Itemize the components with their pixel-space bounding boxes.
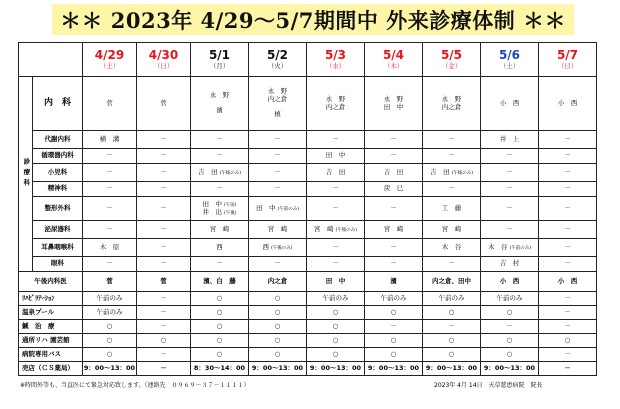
pm-doctor-row [19, 272, 597, 292]
schedule-cell: ○ [137, 334, 191, 348]
schedule-cell: － [249, 182, 307, 197]
schedule-cell: 宮 崎 (午後のみ) [307, 221, 365, 239]
schedule-cell: － [539, 131, 597, 149]
service-row [19, 306, 597, 320]
schedule-cell: － [307, 131, 365, 149]
schedule-cell: 内之倉 [249, 272, 307, 292]
schedule-cell: ○ [249, 348, 307, 362]
schedule-cell: 菅 [83, 77, 137, 131]
schedule-cell: ○ [307, 306, 365, 320]
schedule-cell: － [137, 257, 191, 272]
schedule-cell: 吉 田 (午後のみ) [191, 164, 249, 182]
schedule-cell: 永 野 内之倉 槙 [249, 77, 307, 131]
schedule-cell: － [481, 182, 539, 197]
schedule-cell: ○ [539, 334, 597, 348]
schedule-cell: 小 西 [539, 77, 597, 131]
weekday-label: （日） [153, 62, 174, 70]
date-header [83, 43, 137, 77]
date-header [307, 43, 365, 77]
service-label: 通所リハ 園芸館 [19, 334, 83, 348]
schedule-cell: 永 野 内之倉 [423, 77, 481, 131]
schedule-cell: － [423, 131, 481, 149]
weekday-label: （土） [99, 62, 120, 70]
schedule-cell: － [481, 149, 539, 164]
schedule-cell: 吉 田 [365, 164, 423, 182]
schedule-cell: － [365, 320, 423, 334]
schedule-cell: － [539, 164, 597, 182]
table-row [19, 131, 597, 149]
schedule-cell: 9：00～13：00 [83, 362, 137, 376]
schedule-cell: － [307, 257, 365, 272]
weekday-label: （火） [267, 62, 288, 70]
schedule-cell: 菅 [83, 272, 137, 292]
schedule-cell: － [423, 149, 481, 164]
service-row [19, 334, 597, 348]
schedule-cell: － [481, 197, 539, 221]
table-row [19, 149, 597, 164]
schedule-cell: － [481, 221, 539, 239]
schedule-cell: ○ [191, 348, 249, 362]
schedule-cell: 9：00～13：00 [365, 362, 423, 376]
date-label: 5/6 [498, 48, 521, 62]
schedule-cell: ○ [481, 334, 539, 348]
schedule-cell: 午前のみ [423, 292, 481, 306]
schedule-cell: 戻 巳 [365, 182, 423, 197]
schedule-cell: － [539, 306, 597, 320]
service-row [19, 320, 597, 334]
table-row [19, 239, 597, 257]
schedule-cell: － [83, 221, 137, 239]
schedule-cell: － [249, 131, 307, 149]
date-label: 4/29 [94, 48, 125, 62]
table-row [19, 164, 597, 182]
schedule-cell: － [539, 182, 597, 197]
schedule-cell: － [249, 149, 307, 164]
date-header [539, 43, 597, 77]
weekday-label: （月） [209, 62, 230, 70]
schedule-cell: 永 野 田 中 [365, 77, 423, 131]
schedule-table [18, 42, 597, 376]
schedule-cell: ○ [307, 334, 365, 348]
schedule-cell: － [191, 149, 249, 164]
schedule-cell: － [539, 320, 597, 334]
schedule-cell: ○ [83, 348, 137, 362]
schedule-cell: － [137, 306, 191, 320]
schedule-cell: － [539, 257, 597, 272]
schedule-cell: － [249, 257, 307, 272]
schedule-cell: 横 溝 [83, 131, 137, 149]
schedule-cell: － [249, 164, 307, 182]
schedule-cell: － [191, 257, 249, 272]
department-label: 循環器内科 [33, 149, 83, 164]
schedule-cell: － [137, 182, 191, 197]
schedule-cell: － [365, 239, 423, 257]
table-row [19, 182, 597, 197]
schedule-cell: 永 野 内之倉 [307, 77, 365, 131]
page-title: ＊＊ 2023年 4/29～5/7期間中 外来診療体制 ＊＊ [59, 7, 567, 33]
schedule-cell: － [137, 221, 191, 239]
schedule-cell: － [423, 182, 481, 197]
date-label: 5/1 [208, 48, 231, 62]
date-label: 5/3 [324, 48, 347, 62]
schedule-cell: 宮 崎 [249, 221, 307, 239]
date-label: 5/7 [556, 48, 579, 62]
shop-hours-label: 売店（ＣＳ薬局） [19, 362, 83, 376]
schedule-cell: － [365, 257, 423, 272]
schedule-cell: 濱 [365, 272, 423, 292]
schedule-cell: － [137, 164, 191, 182]
header-blank [19, 43, 83, 77]
schedule-cell: 宮 崎 [191, 221, 249, 239]
date-header [423, 43, 481, 77]
schedule-cell: 9：00～13：00 [307, 362, 365, 376]
schedule-cell: － [539, 239, 597, 257]
schedule-cell: 工 藤 [423, 197, 481, 221]
date-label: 4/30 [148, 48, 179, 62]
department-label: 小児科 [33, 164, 83, 182]
date-header [137, 43, 191, 77]
schedule-cell: 午前のみ [83, 292, 137, 306]
schedule-cell: 宮 崎 [423, 221, 481, 239]
header-row [19, 43, 597, 77]
schedule-cell: ○ [307, 320, 365, 334]
footer-note: ※時間外等も、当直医にて緊急対応致します。（連絡先 ０９６９－３７－１１１１） [20, 382, 250, 389]
schedule-cell: － [83, 257, 137, 272]
schedule-cell: ○ [249, 320, 307, 334]
schedule-cell: 午前のみ [365, 292, 423, 306]
schedule-cell: ○ [191, 320, 249, 334]
weekday-label: （金） [441, 62, 462, 70]
department-label: 内 科 [33, 77, 83, 131]
shop-hours-row [19, 362, 597, 376]
schedule-cell: 菅 [137, 272, 191, 292]
schedule-cell: 9：00～13：00 [423, 362, 481, 376]
service-row [19, 348, 597, 362]
schedule-cell: － [137, 149, 191, 164]
schedule-cell: 午前のみ [481, 292, 539, 306]
schedule-cell: 小 西 [539, 272, 597, 292]
date-label: 5/5 [440, 48, 463, 62]
schedule-cell: － [539, 221, 597, 239]
schedule-cell: 田 中 [307, 272, 365, 292]
schedule-cell: 午前のみ [83, 306, 137, 320]
schedule-cell: － [539, 149, 597, 164]
department-label: 耳鼻咽喉科 [33, 239, 83, 257]
schedule-cell: 内之倉、田中 [423, 272, 481, 292]
schedule-cell: － [307, 239, 365, 257]
schedule-cell: － [137, 362, 191, 376]
schedule-cell: 木 谷 (午前のみ) [481, 239, 539, 257]
schedule-cell: 宮 崎 [365, 221, 423, 239]
schedule-cell: － [83, 182, 137, 197]
schedule-cell: － [539, 292, 597, 306]
pm-doctor-label: 午後内科医 [19, 272, 83, 292]
department-label: 泌尿器科 [33, 221, 83, 239]
schedule-cell: ○ [249, 334, 307, 348]
schedule-cell: 濱、白 藤 [191, 272, 249, 292]
schedule-cell: － [307, 182, 365, 197]
schedule-cell: － [137, 292, 191, 306]
schedule-cell: 木 谷 [423, 239, 481, 257]
schedule-cell: 吉 田 (午後のみ) [423, 164, 481, 182]
date-header [365, 43, 423, 77]
footer-signature: 2023年 4月 14日 天草慈恵病院 院長 [434, 382, 543, 389]
schedule-cell: 田 中 (午前) 井 出 (午後) [191, 197, 249, 221]
schedule-cell: － [481, 164, 539, 182]
schedule-cell: ○ [249, 292, 307, 306]
schedule-cell: 午前のみ [307, 292, 365, 306]
table-row [19, 77, 597, 131]
schedule-cell: ○ [83, 320, 137, 334]
schedule-cell: 8：30～14：00 [191, 362, 249, 376]
schedule-cell: 西 [191, 239, 249, 257]
weekday-label: （土） [499, 62, 520, 70]
schedule-cell: － [191, 131, 249, 149]
schedule-cell: ○ [365, 334, 423, 348]
schedule-cell: 永 野 濱 [191, 77, 249, 131]
weekday-label: （日） [557, 62, 578, 70]
schedule-cell: － [481, 320, 539, 334]
group-label: 診療科 [19, 77, 33, 272]
schedule-cell: 木 原 [83, 239, 137, 257]
table-row [19, 221, 597, 239]
schedule-cell: ○ [423, 348, 481, 362]
schedule-cell: － [137, 131, 191, 149]
schedule-cell: 9：00～13：00 [481, 362, 539, 376]
weekday-label: （木） [383, 62, 404, 70]
service-label: ﾘﾊﾋﾞﾘﾃｰｼｮﾝ [19, 292, 83, 306]
schedule-cell: ○ [423, 334, 481, 348]
schedule-cell: － [83, 197, 137, 221]
date-label: 5/4 [382, 48, 405, 62]
schedule-cell: － [137, 348, 191, 362]
schedule-cell: － [365, 197, 423, 221]
schedule-cell: － [423, 257, 481, 272]
service-label: 鍼 治 療 [19, 320, 83, 334]
schedule-cell: ○ [481, 348, 539, 362]
schedule-cell: 田 中 (午前のみ) [249, 197, 307, 221]
schedule-cell: － [83, 164, 137, 182]
schedule-cell: 吉 村 [481, 257, 539, 272]
department-label: 精神科 [33, 182, 83, 197]
service-label: 病院専用バス [19, 348, 83, 362]
schedule-cell: － [137, 197, 191, 221]
department-label: 代謝内科 [33, 131, 83, 149]
schedule-cell: 田 中 [307, 149, 365, 164]
schedule-cell: ○ [191, 306, 249, 320]
schedule-cell: － [539, 197, 597, 221]
schedule-cell: － [137, 239, 191, 257]
schedule-cell: － [191, 182, 249, 197]
schedule-cell: ○ [83, 334, 137, 348]
schedule-cell: － [83, 149, 137, 164]
schedule-cell: 西 (午後のみ) [249, 239, 307, 257]
schedule-cell: － [307, 197, 365, 221]
date-header [249, 43, 307, 77]
schedule-cell: － [365, 131, 423, 149]
schedule-cell: 小 西 [481, 77, 539, 131]
schedule-cell: ○ [191, 334, 249, 348]
schedule-cell: ○ [249, 306, 307, 320]
date-header [481, 43, 539, 77]
schedule-cell: ○ [191, 292, 249, 306]
schedule-cell: ○ [481, 306, 539, 320]
schedule-cell: 吉 田 [307, 164, 365, 182]
weekday-label: （水） [325, 62, 346, 70]
service-label: 温泉プール [19, 306, 83, 320]
schedule-cell: － [539, 362, 597, 376]
schedule-cell: 小 西 [481, 272, 539, 292]
department-label: 眼科 [33, 257, 83, 272]
date-label: 5/2 [266, 48, 289, 62]
schedule-cell: － [365, 149, 423, 164]
title-banner [52, 4, 574, 35]
schedule-cell: 9：00～13：00 [249, 362, 307, 376]
department-label: 整形外科 [33, 197, 83, 221]
schedule-cell: 菅 [137, 77, 191, 131]
schedule-cell: ○ [365, 348, 423, 362]
schedule-cell: － [539, 348, 597, 362]
schedule-cell: ○ [423, 306, 481, 320]
schedule-cell: 井 上 [481, 131, 539, 149]
table-row [19, 197, 597, 221]
schedule-cell: － [137, 320, 191, 334]
service-row [19, 292, 597, 306]
date-header [191, 43, 249, 77]
table-row [19, 257, 597, 272]
schedule-cell: ○ [365, 306, 423, 320]
schedule-cell: － [423, 320, 481, 334]
schedule-cell: ○ [307, 348, 365, 362]
